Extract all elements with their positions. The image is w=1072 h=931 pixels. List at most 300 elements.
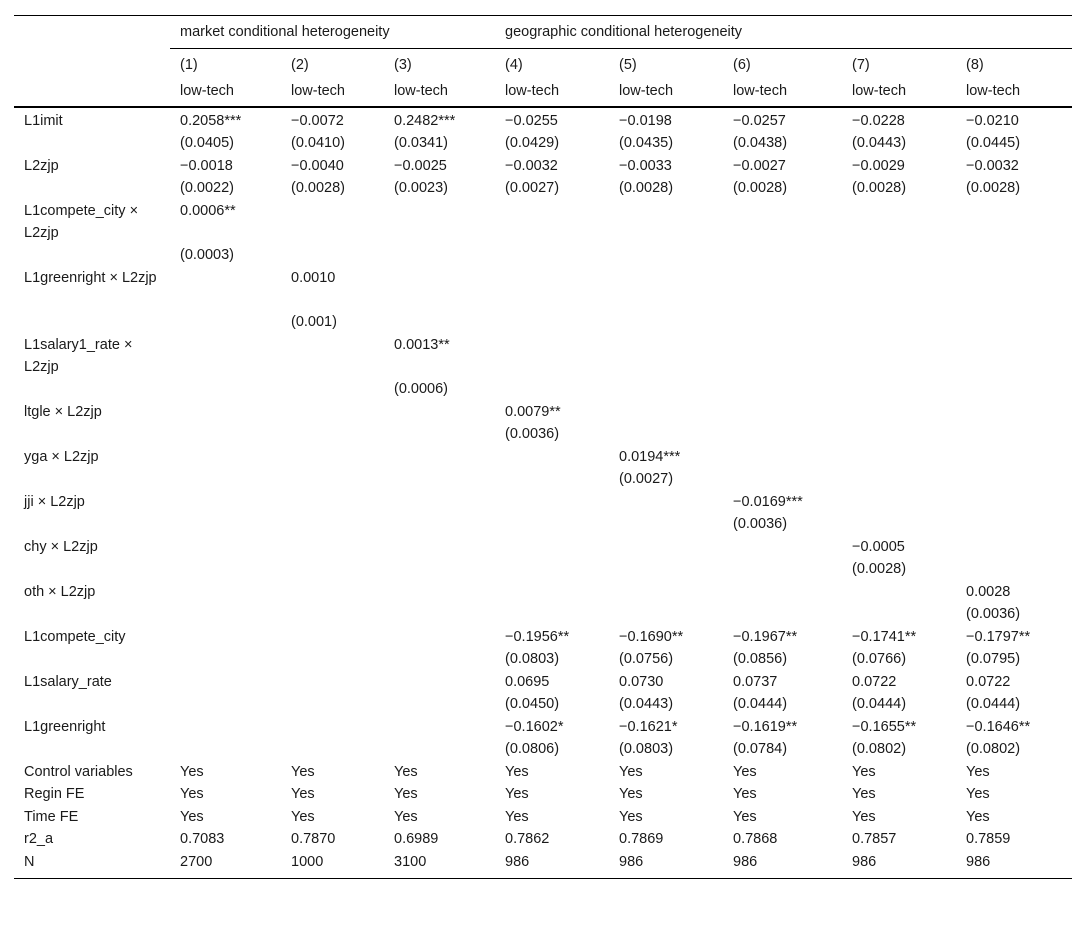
table-cell: [842, 671, 956, 716]
table-cell: [495, 491, 609, 536]
table-cell: [495, 107, 609, 155]
corner-cell: [14, 78, 170, 107]
cell-spacer: [852, 267, 956, 289]
standard-error: (0.0444): [852, 696, 907, 712]
table-cell: [609, 491, 723, 536]
summary-value: Yes: [394, 808, 418, 825]
coefficient: −0.0228: [852, 112, 905, 129]
table-cell: [956, 200, 1072, 267]
summary-value: Yes: [619, 763, 643, 780]
cell-spacer: [505, 334, 609, 356]
row-label: L1greenright: [24, 718, 106, 735]
table-cell: [281, 334, 384, 401]
coefficient: 0.0695: [505, 673, 550, 690]
table-cell: [170, 581, 281, 626]
table-cell: [609, 155, 723, 200]
coefficient: −0.0210: [966, 112, 1019, 129]
standard-error: (0.0429): [505, 135, 560, 151]
summary-value: 986: [495, 851, 609, 879]
standard-error: (0.0028): [619, 180, 674, 196]
standard-error: (0.0410): [291, 135, 346, 151]
coefficient: −0.1690**: [619, 628, 684, 645]
table-cell: [495, 581, 609, 626]
cell-spacer: [180, 334, 281, 356]
table-cell: [956, 536, 1072, 581]
coefficient: −0.0040: [291, 157, 344, 174]
table-cell: [956, 581, 1072, 626]
standard-error: (0.0802): [852, 741, 907, 757]
table-cell: [842, 491, 956, 536]
standard-error: (0.0028): [852, 180, 907, 196]
table-cell: [609, 200, 723, 267]
summary-value: 0.7870: [291, 831, 336, 847]
cell-spacer: [966, 200, 1072, 222]
row-label: L1salary1_rate × L2zjp: [24, 336, 133, 375]
coefficient: 0.2482***: [394, 112, 456, 129]
table-cell: [495, 200, 609, 267]
table-cell: [281, 107, 384, 155]
cell-spacer: [966, 267, 1072, 289]
summary-row: [14, 806, 1072, 829]
table-cell: [170, 446, 281, 491]
table-cell: [609, 671, 723, 716]
coefficient: −0.1619**: [733, 718, 798, 735]
table-cell: [723, 491, 842, 536]
summary-row: [14, 851, 1072, 879]
table-cell: [170, 716, 281, 761]
cell-spacer: [733, 200, 842, 222]
table-header: [14, 16, 1072, 107]
table-cell: [495, 626, 609, 671]
cell-spacer: [394, 356, 495, 378]
summary-value: Yes: [619, 786, 643, 802]
row-label: Regin FE: [24, 786, 85, 802]
table-cell: [281, 671, 384, 716]
table-cell: [281, 200, 384, 267]
cell-spacer: [966, 334, 1072, 356]
table-cell: [281, 446, 384, 491]
regression-table: [14, 15, 1072, 879]
standard-error: (0.001): [291, 314, 337, 330]
group-header-row: [14, 16, 1072, 49]
table-cell: [842, 155, 956, 200]
table-cell: [281, 581, 384, 626]
summary-value: Yes: [733, 786, 757, 802]
coefficient: −0.0169***: [733, 493, 803, 510]
table-cell: [956, 626, 1072, 671]
coefficient: 0.2058***: [180, 112, 242, 129]
cell-spacer: [852, 200, 956, 222]
cell-spacer: [733, 267, 842, 289]
summary-value: 986: [842, 851, 956, 879]
column-number: (4): [505, 56, 523, 73]
standard-error: (0.0802): [966, 741, 1021, 757]
table-cell: [384, 536, 495, 581]
table-cell: [956, 671, 1072, 716]
table-cell: [170, 155, 281, 200]
summary-value: Yes: [394, 786, 418, 802]
table-cell: [384, 581, 495, 626]
summary-value: Yes: [291, 786, 315, 802]
coefficient: −0.0255: [505, 112, 558, 129]
table-cell: [170, 267, 281, 334]
summary-value: 0.6989: [394, 831, 439, 847]
column-number: (8): [966, 56, 984, 73]
table-cell: [384, 267, 495, 334]
row-label: oth × L2zjp: [24, 583, 96, 600]
row-label: L1imit: [24, 112, 63, 129]
coefficient: −0.1646**: [966, 718, 1031, 735]
corner-cell: [14, 16, 170, 49]
table-cell: [723, 446, 842, 491]
summary-value: 0.7083: [180, 831, 225, 847]
column-label: low-tech: [956, 78, 1072, 107]
cell-spacer: [619, 200, 723, 222]
standard-error: (0.0036): [966, 606, 1021, 622]
cell-spacer: [505, 267, 609, 289]
cell-spacer: [619, 334, 723, 356]
coefficient: −0.0033: [619, 157, 672, 174]
coefficient: 0.0006**: [180, 202, 236, 219]
table-cell: [842, 581, 956, 626]
standard-error: (0.0341): [394, 135, 449, 151]
summary-value: Yes: [291, 808, 315, 825]
summary-value: 0.7862: [505, 831, 550, 847]
summary-value: Yes: [180, 808, 204, 825]
row-label: Time FE: [24, 808, 79, 825]
row-label: L1compete_city × L2zjp: [24, 202, 139, 241]
summary-value: Yes: [505, 786, 529, 802]
table-cell: [170, 536, 281, 581]
table-cell: [723, 200, 842, 267]
column-number: (6): [733, 56, 751, 73]
standard-error: (0.0028): [733, 180, 788, 196]
summary-value: 986: [609, 851, 723, 879]
standard-error: (0.0443): [852, 135, 907, 151]
table-cell: [495, 671, 609, 716]
row-label: jji × L2zjp: [24, 493, 85, 510]
cell-spacer: [394, 200, 495, 222]
table-cell: [842, 200, 956, 267]
table-row: [14, 267, 1072, 334]
table-cell: [723, 716, 842, 761]
column-label: low-tech: [842, 78, 956, 107]
table-cell: [723, 334, 842, 401]
column-label: low-tech: [495, 78, 609, 107]
table-cell: [956, 446, 1072, 491]
column-number: (5): [619, 56, 637, 73]
cell-spacer: [733, 334, 842, 356]
standard-error: (0.0022): [180, 180, 235, 196]
table-cell: [956, 716, 1072, 761]
table-row: [14, 107, 1072, 155]
table-cell: [170, 107, 281, 155]
standard-error: (0.0445): [966, 135, 1021, 151]
table-cell: [281, 155, 384, 200]
coefficient: −0.1956**: [505, 628, 570, 645]
coefficient: 0.0722: [852, 673, 897, 690]
table-row: [14, 716, 1072, 761]
table-cell: [384, 107, 495, 155]
table-cell: [384, 200, 495, 267]
table-row: [14, 626, 1072, 671]
coefficient: −0.1741**: [852, 628, 917, 645]
table-cell: [609, 626, 723, 671]
cell-spacer: [505, 200, 609, 222]
table-cell: [384, 716, 495, 761]
coefficient: −0.1797**: [966, 628, 1031, 645]
table-cell: [281, 401, 384, 446]
table-cell: [170, 334, 281, 401]
table-row: [14, 446, 1072, 491]
standard-error: (0.0028): [852, 561, 907, 577]
coefficient: 0.0737: [733, 673, 778, 690]
standard-error: (0.0806): [505, 741, 560, 757]
row-label: L2zjp: [24, 157, 59, 174]
table-cell: [723, 401, 842, 446]
coefficient: 0.0079**: [505, 403, 561, 420]
summary-value: Yes: [505, 763, 529, 780]
coefficient: −0.0198: [619, 112, 672, 129]
table-row: [14, 491, 1072, 536]
table-cell: [842, 626, 956, 671]
summary-value: 0.7869: [619, 831, 664, 847]
table-cell: [170, 200, 281, 267]
table-row: [14, 536, 1072, 581]
table-cell: [495, 267, 609, 334]
coefficient: −0.0257: [733, 112, 786, 129]
standard-error: (0.0803): [619, 741, 674, 757]
coefficient: −0.0018: [180, 157, 233, 174]
coefficient: −0.0027: [733, 157, 786, 174]
summary-value: Yes: [505, 808, 529, 825]
table-cell: [956, 267, 1072, 334]
summary-row: [14, 761, 1072, 784]
column-number-row: [14, 48, 1072, 78]
coefficient: −0.1602*: [505, 718, 564, 735]
standard-error: (0.0036): [733, 516, 788, 532]
table-cell: [842, 401, 956, 446]
standard-error: (0.0784): [733, 741, 788, 757]
standard-error: (0.0803): [505, 651, 560, 667]
column-number: (3): [394, 56, 412, 73]
table-cell: [956, 107, 1072, 155]
standard-error: (0.0405): [180, 135, 235, 151]
row-label: Control variables: [24, 763, 133, 780]
summary-value: Yes: [180, 763, 204, 780]
table-cell: [170, 626, 281, 671]
table-cell: [609, 267, 723, 334]
coefficient: 0.0722: [966, 673, 1011, 690]
coefficient: −0.0032: [966, 157, 1019, 174]
standard-error: (0.0766): [852, 651, 907, 667]
row-label: N: [14, 851, 170, 879]
summary-value: Yes: [733, 763, 757, 780]
cell-spacer: [394, 267, 495, 289]
summary-value: Yes: [733, 808, 757, 825]
table-cell: [281, 716, 384, 761]
summary-value: 0.7868: [733, 831, 778, 847]
column-label: low-tech: [609, 78, 723, 107]
column-number: (7): [852, 56, 870, 73]
group-header-market: market conditional heterogeneity: [170, 16, 495, 49]
table-cell: [842, 107, 956, 155]
cell-spacer: [180, 267, 281, 289]
summary-row: [14, 783, 1072, 806]
standard-error: (0.0756): [619, 651, 674, 667]
table-cell: [723, 671, 842, 716]
table-cell: [281, 536, 384, 581]
summary-value: Yes: [852, 786, 876, 802]
standard-error: (0.0443): [619, 696, 674, 712]
standard-error: (0.0027): [505, 180, 560, 196]
table-cell: [384, 401, 495, 446]
table-cell: [281, 491, 384, 536]
table-cell: [723, 267, 842, 334]
table-cell: [495, 446, 609, 491]
coefficient: −0.1655**: [852, 718, 917, 735]
coefficient: −0.0025: [394, 157, 447, 174]
summary-value: Yes: [852, 808, 876, 825]
coefficient: −0.1621*: [619, 718, 678, 735]
table-cell: [609, 334, 723, 401]
table-cell: [495, 716, 609, 761]
cell-spacer: [619, 267, 723, 289]
column-number: (2): [291, 56, 309, 73]
cell-spacer: [291, 289, 384, 311]
column-label: low-tech: [723, 78, 842, 107]
standard-error: (0.0006): [394, 381, 449, 397]
table-cell: [723, 107, 842, 155]
standard-error: (0.0450): [505, 696, 560, 712]
table-cell: [609, 581, 723, 626]
summary-value: 0.7859: [966, 831, 1011, 847]
table-cell: [281, 626, 384, 671]
table-cell: [384, 626, 495, 671]
coefficient: −0.1967**: [733, 628, 798, 645]
summary-value: Yes: [966, 808, 990, 825]
table-row: [14, 334, 1072, 401]
standard-error: (0.0438): [733, 135, 788, 151]
summary-value: Yes: [619, 808, 643, 825]
summary-value: 0.7857: [852, 831, 897, 847]
standard-error: (0.0856): [733, 651, 788, 667]
column-label: low-tech: [384, 78, 495, 107]
row-label: yga × L2zjp: [24, 448, 99, 465]
coefficient: −0.0032: [505, 157, 558, 174]
row-label: L1salary_rate: [24, 673, 112, 690]
table-row: [14, 581, 1072, 626]
row-label: L1compete_city: [24, 628, 126, 645]
standard-error: (0.0435): [619, 135, 674, 151]
standard-error: (0.0028): [291, 180, 346, 196]
standard-error: (0.0444): [966, 696, 1021, 712]
table-row: [14, 200, 1072, 267]
table-cell: [723, 626, 842, 671]
table-cell: [609, 401, 723, 446]
table-cell: [956, 334, 1072, 401]
row-label: chy × L2zjp: [24, 538, 98, 555]
summary-value: 986: [723, 851, 842, 879]
standard-error: (0.0003): [180, 247, 235, 263]
group-header-geographic: geographic conditional heterogeneity: [495, 16, 1072, 49]
column-label: low-tech: [170, 78, 281, 107]
table-row: [14, 401, 1072, 446]
coefficient: 0.0010: [291, 269, 336, 286]
table-cell: [609, 716, 723, 761]
cell-spacer: [852, 334, 956, 356]
table-cell: [384, 446, 495, 491]
summary-value: 1000: [281, 851, 384, 879]
table-body: [14, 107, 1072, 879]
standard-error: (0.0023): [394, 180, 449, 196]
table-row: [14, 155, 1072, 200]
row-label: ltgle × L2zjp: [24, 403, 102, 420]
table-cell: [281, 267, 384, 334]
table-cell: [956, 155, 1072, 200]
summary-value: 2700: [170, 851, 281, 879]
standard-error: (0.0027): [619, 471, 674, 487]
table-cell: [384, 491, 495, 536]
summary-value: 986: [956, 851, 1072, 879]
column-label-row: [14, 78, 1072, 107]
table-cell: [609, 107, 723, 155]
summary-value: 3100: [384, 851, 495, 879]
table-cell: [956, 491, 1072, 536]
table-cell: [384, 334, 495, 401]
coefficient: 0.0194***: [619, 448, 681, 465]
row-label: L1greenright × L2zjp: [24, 269, 157, 286]
standard-error: (0.0444): [733, 696, 788, 712]
table-cell: [723, 155, 842, 200]
table-cell: [495, 334, 609, 401]
column-label: low-tech: [281, 78, 384, 107]
coefficient: −0.0029: [852, 157, 905, 174]
column-number: (1): [180, 56, 198, 73]
coefficient: −0.0072: [291, 112, 344, 129]
table-cell: [842, 334, 956, 401]
table-cell: [495, 401, 609, 446]
table-cell: [842, 536, 956, 581]
standard-error: (0.0028): [966, 180, 1021, 196]
summary-value: Yes: [852, 763, 876, 780]
corner-cell: [14, 48, 170, 78]
standard-error: (0.0036): [505, 426, 560, 442]
table-cell: [842, 716, 956, 761]
summary-value: Yes: [291, 763, 315, 780]
summary-value: Yes: [394, 763, 418, 780]
coefficient: 0.0730: [619, 673, 664, 690]
coefficient: −0.0005: [852, 538, 905, 555]
table-cell: [170, 671, 281, 716]
summary-value: Yes: [966, 786, 990, 802]
row-label: r2_a: [24, 831, 54, 847]
summary-value: Yes: [966, 763, 990, 780]
table-cell: [842, 267, 956, 334]
table-cell: [609, 446, 723, 491]
table-cell: [384, 671, 495, 716]
table-cell: [723, 581, 842, 626]
summary-row: [14, 828, 1072, 851]
coefficient: 0.0013**: [394, 336, 450, 353]
cell-spacer: [291, 334, 384, 356]
cell-spacer: [180, 222, 281, 244]
coefficient: 0.0028: [966, 583, 1011, 600]
standard-error: (0.0795): [966, 651, 1021, 667]
summary-value: Yes: [180, 786, 204, 802]
table-cell: [842, 446, 956, 491]
table-cell: [609, 536, 723, 581]
